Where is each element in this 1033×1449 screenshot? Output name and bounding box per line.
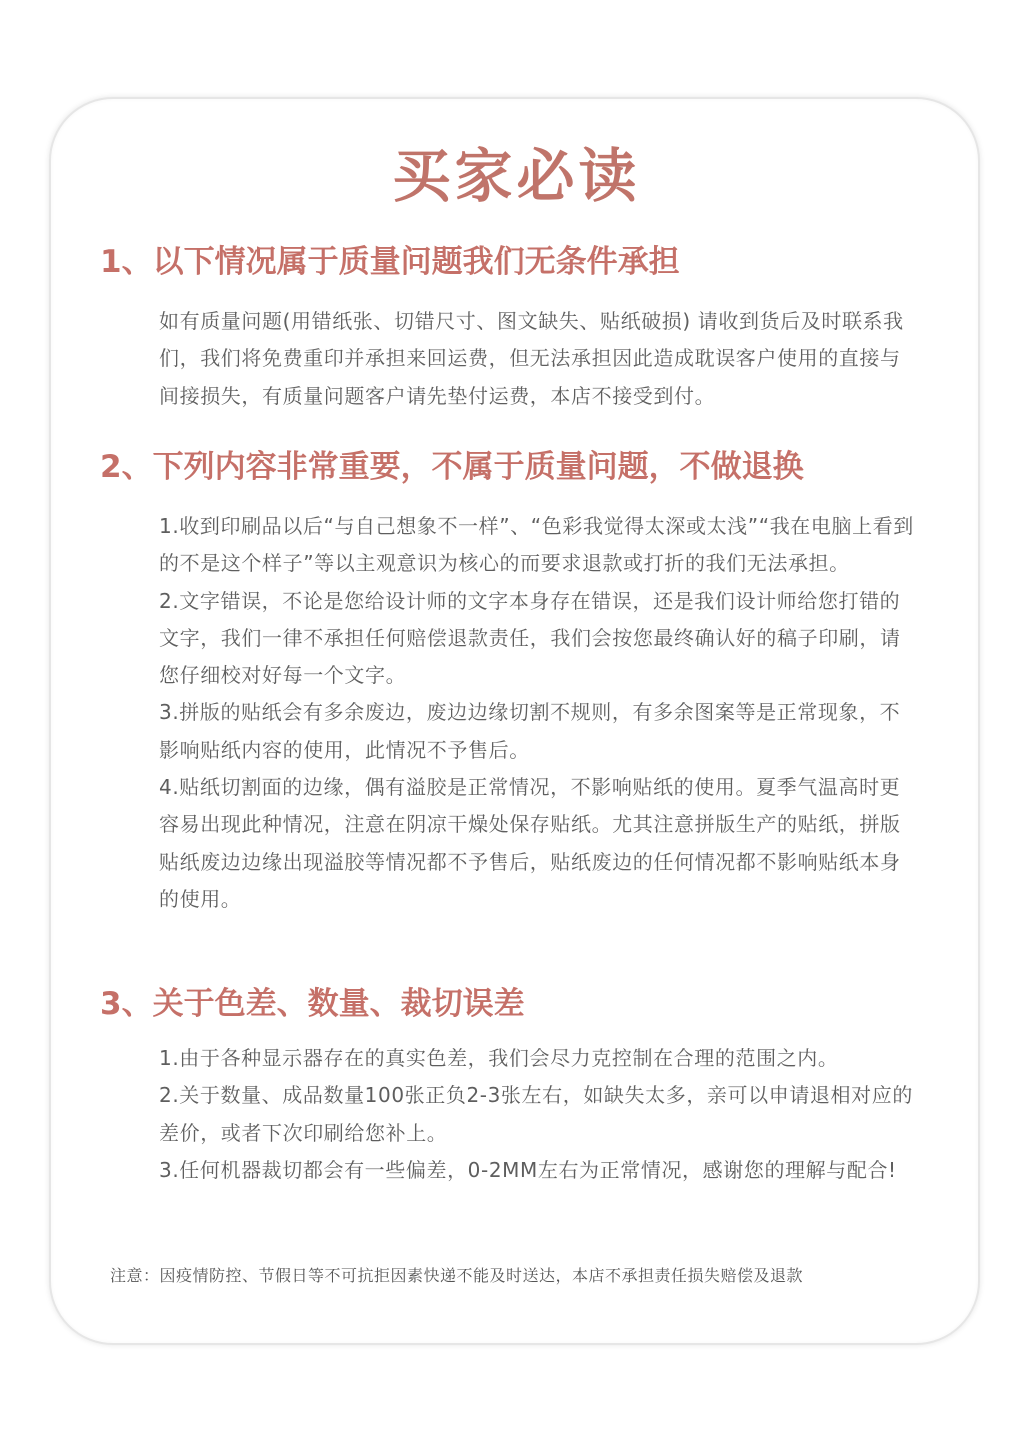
section-2-item-1: 1.收到印刷品以后“与自己想象不一样”、“色彩我觉得太深或太浅”“我在电脑上看到的不是这个样子”等以主观意识为核心的而要求退款或打折的我们无法承担。 bbox=[159, 514, 914, 576]
section-2-body bbox=[159, 508, 919, 918]
section-1-body bbox=[159, 303, 919, 415]
section-2-item-4: 4.贴纸切割面的边缘，偶有溢胶是正常情况，不影响贴纸的使用。夏季气温高时更容易出现此种情况，注意在阴凉干燥处保存贴纸。尤其注意拼版生产的贴纸，拼版贴纸废边边缘出现溢胶等情况都不予售后，贴纸废边的任何情况都不影响贴纸本身的使用。 bbox=[159, 775, 901, 911]
section-1-paragraph: 如有质量问题(用错纸张、切错尺寸、图文缺失、贴纸破损) 请收到货后及时联系我们，我们将免费重印并承担来回运费，但无法承担因此造成耽误客户使用的直接与间接损失，有质量问题客户请先垫付运费，本店不接受到付。 bbox=[159, 309, 904, 408]
section-3-body bbox=[159, 1040, 919, 1189]
section-1-heading: 1、以下情况属于质量问题我们无条件承担 bbox=[100, 244, 680, 280]
section-3-item-2: 2.关于数量、成品数量100张正负2-3张左右，如缺失太多，亲可以申请退相对应的差价，或者下次印刷给您补上。 bbox=[159, 1083, 913, 1145]
section-2-heading: 2、下列内容非常重要，不属于质量问题，不做退换 bbox=[100, 449, 804, 485]
footer-note: 注意：因疫情防控、节假日等不可抗拒因素快递不能及时送达，本店不承担责任损失赔偿及退款 bbox=[110, 1266, 804, 1285]
section-2-item-2: 2.文字错误，不论是您给设计师的文字本身存在错误，还是我们设计师给您打错的文字，我们一律不承担任何赔偿退款责任，我们会按您最终确认好的稿子印刷，请您仔细校对好每一个文字。 bbox=[159, 588, 901, 688]
section-2-item-3: 3.拼版的贴纸会有多余废边，废边边缘切割不规则，有多余图案等是正常现象，不影响贴纸内容的使用，此情况不予售后。 bbox=[159, 700, 901, 762]
section-3-item-1: 1.由于各种显示器存在的真实色差，我们会尽力克控制在合理的范围之内。 bbox=[159, 1046, 839, 1070]
section-3-item-3: 3.任何机器裁切都会有一些偏差，0-2MM左右为正常情况，感谢您的理解与配合! bbox=[159, 1157, 897, 1182]
page-title: 买家必读 bbox=[392, 142, 641, 210]
section-3-heading: 3、关于色差、数量、裁切误差 bbox=[100, 986, 525, 1022]
